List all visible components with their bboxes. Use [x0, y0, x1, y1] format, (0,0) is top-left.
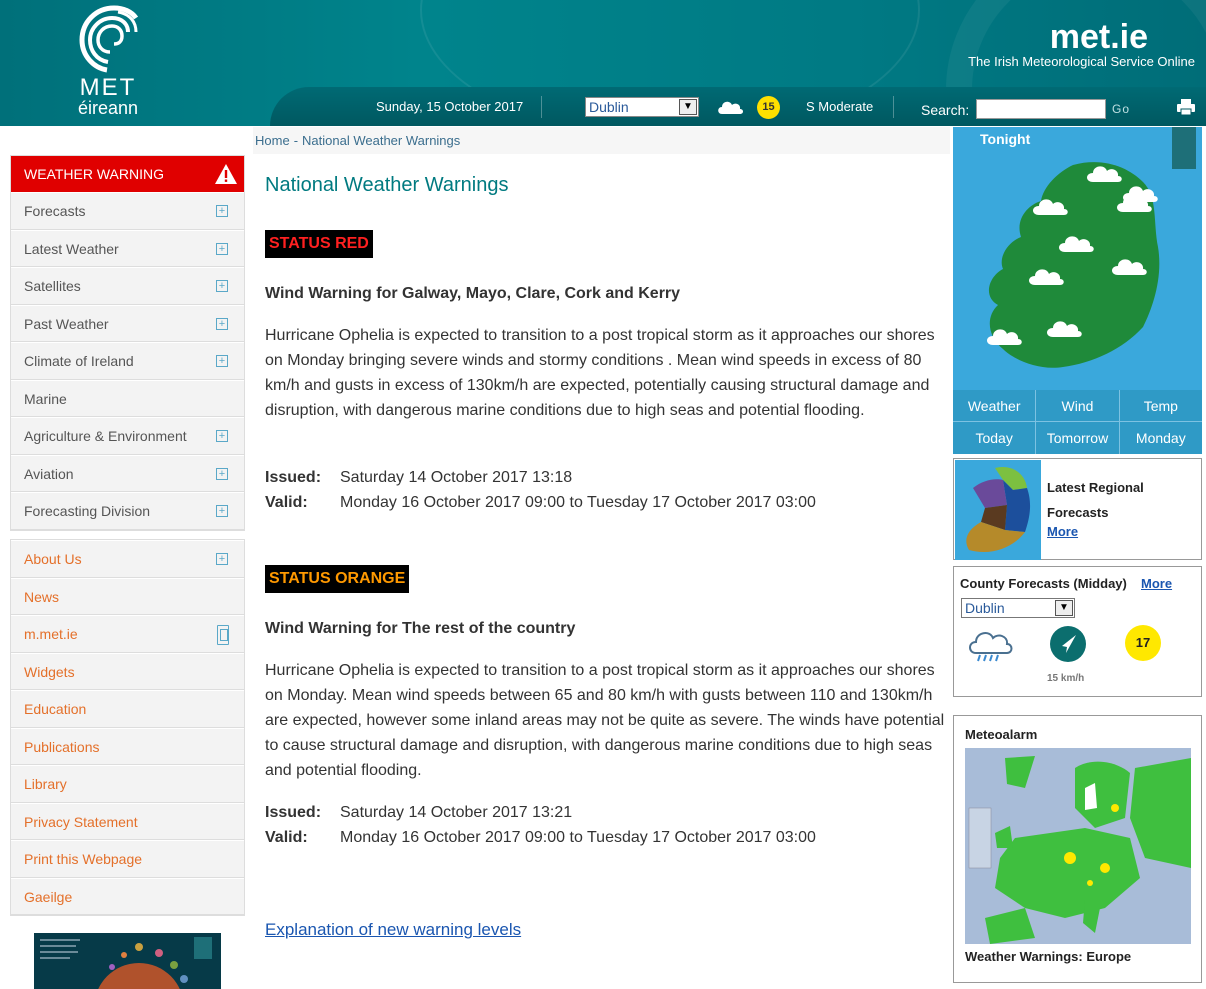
nav-item-label: Forecasts	[24, 203, 86, 219]
europe-map-graphic	[965, 748, 1191, 944]
nav-item-education[interactable]	[11, 690, 244, 728]
nav-item-print-webpage[interactable]	[11, 840, 244, 878]
wind-arrow-icon	[1050, 626, 1086, 662]
rain-cloud-icon	[966, 627, 1014, 665]
logo-met-text: MET	[79, 74, 137, 101]
print-icon[interactable]	[1176, 98, 1196, 116]
nav-item-privacy-statement[interactable]	[11, 803, 244, 841]
status-orange-badge: STATUS ORANGE	[265, 565, 409, 593]
nav-item-label: Publications	[24, 738, 100, 755]
expand-icon[interactable]: +	[216, 318, 228, 330]
warning-issued-row	[265, 804, 572, 822]
tab-tomorrow[interactable]: Tomorrow	[1035, 422, 1118, 454]
county-forecast-title: County Forecasts (Midday)	[960, 576, 1127, 591]
nav-item-label: Marine	[24, 390, 67, 407]
meteoalarm-title: Meteoalarm	[965, 727, 1038, 742]
main-navigation	[10, 155, 245, 531]
met-eireann-logo[interactable]	[66, 2, 150, 120]
weather-warning-button[interactable]	[11, 156, 244, 192]
nav-item-publications[interactable]	[11, 728, 244, 766]
nav-item-climate-of-ireland[interactable]	[11, 342, 244, 380]
chevron-down-icon[interactable]: ▼	[1055, 600, 1073, 616]
ireland-map-graphic	[953, 127, 1202, 390]
nav-item-label: News	[24, 588, 60, 605]
warning-valid-row	[265, 494, 816, 512]
issued-value: Saturday 14 October 2017 13:21	[340, 804, 573, 821]
warning-valid-row	[265, 829, 816, 847]
warning-triangle-icon	[214, 163, 238, 185]
issued-value: Saturday 14 October 2017 13:18	[340, 469, 573, 486]
nav-item-label: Satellites	[24, 278, 81, 294]
nav-item-marine[interactable]	[11, 380, 244, 418]
search-label: Search:	[921, 102, 970, 118]
weather-warning-label: WEATHER WARNING	[24, 166, 164, 182]
expand-icon[interactable]: +	[216, 430, 228, 442]
nav-item-label: Aviation	[24, 465, 74, 482]
nav-item-latest-weather[interactable]	[11, 230, 244, 268]
tab-today[interactable]: Today	[953, 422, 1035, 454]
page-title: National Weather Warnings	[265, 174, 509, 196]
brand-subtitle: The Irish Meteorological Service Online	[968, 54, 1195, 69]
current-wind: S Moderate	[806, 99, 874, 114]
expand-icon[interactable]: +	[216, 243, 228, 255]
nav-item-widgets[interactable]	[11, 653, 244, 691]
expand-icon[interactable]: +	[216, 205, 228, 217]
county-wind-speed: 15 km/h	[1047, 673, 1085, 684]
valid-label: Valid:	[265, 829, 308, 846]
ireland-forecast-map[interactable]	[953, 127, 1202, 390]
secondary-navigation	[10, 539, 245, 916]
nav-item-news[interactable]	[11, 578, 244, 616]
tab-weather[interactable]: Weather	[953, 390, 1035, 421]
map-title: Tonight	[980, 131, 1031, 147]
europe-warnings-map[interactable]	[965, 748, 1191, 944]
nav-item-forecasting-division[interactable]	[11, 492, 244, 530]
nav-item-gaeilge[interactable]	[11, 878, 244, 916]
breadcrumb	[253, 127, 950, 154]
nav-item-about-us[interactable]	[11, 540, 244, 578]
warning-description: Hurricane Ophelia is expected to transition to a post tropical storm as it approaches our shores on Monday. Mean wind speeds between 65 and 80 km/h with gusts between 110 and 130km/h are expected, however some inland areas may not be quite as severe. The winds have potential to cause structural damage and disruption, with dangerous marine conditions due to high seas and potential flooding.	[265, 662, 945, 779]
breadcrumb-current[interactable]: National Weather Warnings	[302, 133, 461, 148]
breadcrumb-home-link[interactable]: Home	[255, 133, 290, 148]
issued-label: Issued:	[265, 804, 322, 821]
search-input[interactable]	[976, 99, 1106, 119]
logo-eireann-text: éireann	[77, 98, 139, 118]
nav-item-label: m.met.ie	[24, 626, 78, 642]
status-red-badge: STATUS RED	[265, 230, 373, 258]
valid-value: Monday 16 October 2017 09:00 to Tuesday 17 October 2017 03:00	[340, 494, 816, 511]
regional-forecasts-more-link[interactable]: More	[1047, 524, 1079, 539]
expand-icon[interactable]: +	[216, 505, 228, 517]
current-temperature-badge: 15	[757, 96, 780, 119]
map-day-tabs	[953, 422, 1202, 454]
nav-item-label: Forecasting Division	[24, 503, 151, 519]
swirl-logo-icon	[74, 2, 140, 74]
cloud-icon	[716, 97, 744, 117]
location-select[interactable]	[585, 97, 699, 117]
brand-title[interactable]: met.ie	[1049, 18, 1148, 56]
warning-levels-explanation-link[interactable]: Explanation of new warning levels	[265, 920, 522, 939]
nav-item-library[interactable]	[11, 765, 244, 803]
warning-title: Wind Warning for The rest of the country	[265, 620, 576, 637]
regional-forecasts-title-line1: Latest Regional	[1047, 480, 1144, 495]
toolbar-divider	[893, 96, 894, 118]
meteoalarm-caption: Weather Warnings: Europe	[965, 949, 1132, 964]
regional-forecasts-title	[1047, 475, 1187, 525]
toolbar-divider	[541, 96, 542, 118]
expand-icon[interactable]: +	[216, 355, 228, 367]
nav-item-satellites[interactable]	[11, 267, 244, 305]
expand-icon[interactable]: +	[216, 468, 228, 480]
chevron-down-icon[interactable]: ▼	[679, 99, 697, 115]
nav-item-aviation[interactable]	[11, 455, 244, 493]
county-forecast-panel	[953, 566, 1202, 697]
tab-monday[interactable]: Monday	[1119, 422, 1202, 454]
meteoalarm-panel	[953, 715, 1202, 983]
nav-item-label: Agriculture & Environment	[24, 428, 187, 444]
nav-item-forecasts[interactable]	[11, 192, 244, 230]
county-forecast-more-link[interactable]: More	[1141, 576, 1173, 591]
expand-icon[interactable]: +	[216, 553, 228, 565]
search-go-button[interactable]: Go	[1112, 102, 1131, 116]
issued-label: Issued:	[265, 469, 322, 486]
breadcrumb-separator: -	[293, 133, 299, 148]
warning-title: Wind Warning for Galway, Mayo, Clare, Cork and Kerry	[265, 285, 681, 302]
mobile-phone-icon	[217, 625, 229, 645]
nav-item-label: Climate of Ireland	[24, 353, 134, 369]
nav-item-label: About Us	[24, 551, 82, 567]
nav-item-past-weather[interactable]	[11, 305, 244, 343]
promo-banner-image[interactable]	[34, 933, 221, 989]
nav-item-label: Past Weather	[24, 315, 109, 332]
regional-forecasts-panel	[953, 458, 1202, 560]
map-type-tabs	[953, 390, 1202, 422]
nav-item-label: Privacy Statement	[24, 813, 138, 830]
nav-item-label: Education	[24, 701, 87, 717]
valid-label: Valid:	[265, 494, 308, 511]
wind-direction-icon	[1050, 626, 1086, 662]
warning-issued-row	[265, 469, 572, 487]
valid-value: Monday 16 October 2017 09:00 to Tuesday 17 October 2017 03:00	[340, 829, 816, 846]
nav-item-label: Library	[24, 776, 67, 792]
location-select-value: Dublin	[589, 99, 629, 115]
met-logo-small-icon	[1172, 127, 1196, 169]
regional-forecasts-title-line2: Forecasts	[1047, 505, 1109, 520]
expand-icon[interactable]: +	[216, 280, 228, 292]
tab-temp[interactable]: Temp	[1119, 390, 1202, 421]
nav-item-label: Print this Webpage	[24, 851, 143, 867]
promo-decoration	[34, 933, 221, 989]
nav-item-agriculture-environment[interactable]	[11, 417, 244, 455]
county-select[interactable]	[961, 598, 1075, 618]
site-header	[0, 0, 1206, 126]
current-date: Sunday, 15 October 2017	[376, 99, 524, 114]
warning-description: Hurricane Ophelia is expected to transition to a post tropical storm as it approaches our shores on Monday bringing severe winds and stormy conditions . Mean wind speeds in excess of 80 km/h and gusts in excess of 130km/h are expected, potentially causing structural damage and disruption, with dangerous marine conditions due to high seas and potential flooding.	[265, 327, 935, 419]
tab-wind[interactable]: Wind	[1035, 390, 1118, 421]
nav-item-label: Widgets	[24, 663, 75, 680]
nav-item-mobile-site[interactable]	[11, 615, 244, 653]
nav-item-label: Gaeilge	[24, 888, 73, 905]
nav-item-label: Latest Weather	[24, 240, 119, 257]
county-temperature-badge: 17	[1125, 625, 1161, 661]
regional-map-icon[interactable]	[955, 460, 1041, 560]
county-select-value: Dublin	[965, 600, 1005, 616]
